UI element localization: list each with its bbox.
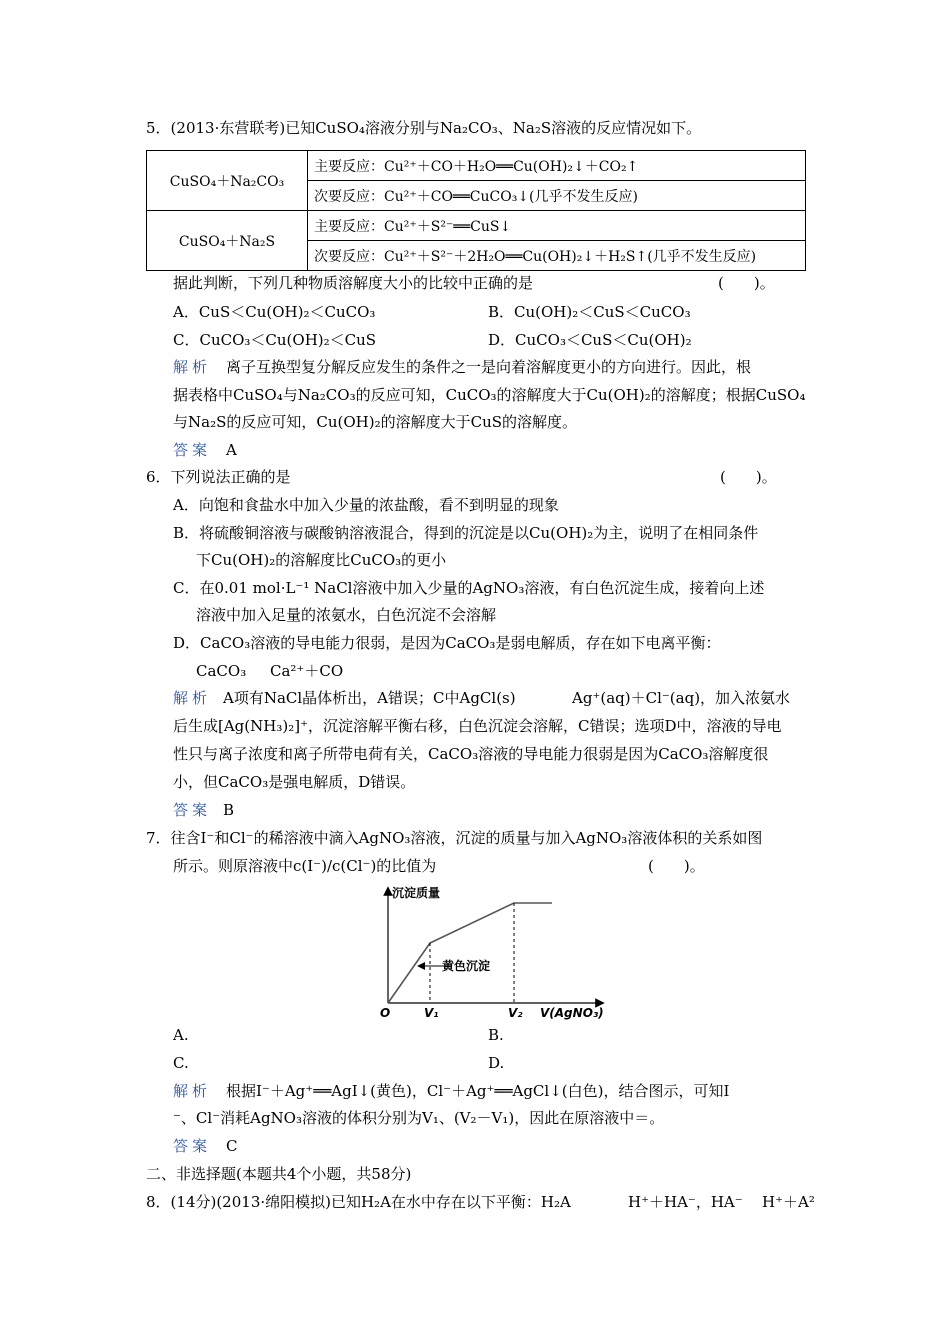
q6-option-d-formula-left: CaCO₃: [196, 662, 247, 680]
q6-answer: B: [223, 801, 235, 819]
q7-answer: C: [226, 1137, 238, 1155]
v2-label: V₂: [508, 1006, 523, 1020]
q7-option-d: D.: [488, 1054, 505, 1072]
table-minor-1: 次要反应：Cu²⁺＋CO══CuCO₃↓(几乎不发生反应): [308, 181, 806, 211]
q7-option-b: B.: [488, 1026, 504, 1044]
q5-option-a: A．CuS＜Cu(OH)₂＜CuCO₃: [173, 303, 376, 321]
q6-option-d-formula-right: Ca²⁺＋CO: [270, 662, 344, 680]
q7-analysis-line-2: ⁻、Cl⁻消耗AgNO₃溶液的体积分别为V₁、(V₂－V₁)，因此在原溶液中＝。: [173, 1109, 665, 1127]
q7-stem-line-1: 7．往含I⁻和Cl⁻的稀溶液中滴入AgNO₃溶液，沉淀的质量与加入AgNO₃溶液体积的关系如图: [146, 829, 763, 847]
q6-blank: ( )。: [720, 468, 777, 486]
q6-option-c-line-1: C．在0.01 mol·L⁻¹ NaCl溶液中加入少量的AgNO₃溶液，有白色沉淀生成，接着向上述: [173, 579, 765, 597]
q5-option-d: D．CuCO₃＜CuS＜Cu(OH)₂: [488, 331, 692, 349]
q5-option-c: C．CuCO₃＜Cu(OH)₂＜CuS: [173, 331, 377, 349]
reaction-table: [146, 150, 806, 271]
q6-analysis-line-1b: Ag⁺(aq)＋Cl⁻(aq)，加入浓氨水: [572, 689, 791, 707]
q7-blank: ( )。: [648, 857, 705, 875]
q5-option-b: B．Cu(OH)₂＜CuS＜CuCO₃: [488, 303, 691, 321]
v1-label: V₁: [424, 1006, 439, 1020]
table-pair-1: CuSO₄＋Na₂CO₃: [147, 151, 308, 211]
origin-label: O: [380, 1006, 391, 1020]
precipitate-chart: [372, 885, 612, 1020]
q6-option-c-line-2: 溶液中加入足量的浓氨水，白色沉淀不会溶解: [196, 606, 497, 624]
q6-analysis-line-1a: A项有NaCl晶体析出，A错误；C中AgCl(s): [223, 689, 516, 707]
q5-answer-label: 答案: [173, 441, 212, 459]
q5-stem: 5．(2013·东营联考)已知CuSO₄溶液分别与Na₂CO₃、Na₂S溶液的反应情况如下。: [146, 119, 702, 137]
q6-analysis-line-3: 性只与离子浓度和离子所带电荷有关，CaCO₃溶液的导电能力很弱是因为CaCO₃溶解度很: [173, 745, 769, 763]
x-axis-label: V(AgNO₃): [540, 1006, 604, 1020]
q5-analysis-label: 解析: [173, 358, 212, 376]
annotation-label: 黄色沉淀: [442, 959, 491, 973]
table-main-1: 主要反应：Cu²⁺＋CO＋H₂O══Cu(OH)₂↓＋CO₂↑: [308, 151, 806, 181]
q5-analysis-line-2: 据表格中CuSO₄与Na₂CO₃的反应可知，CuCO₃的溶解度大于Cu(OH)₂的溶解度；根据CuSO₄: [173, 386, 806, 404]
table-minor-2: 次要反应：Cu²⁺＋S²⁻＋2H₂O══Cu(OH)₂↓＋H₂S↑(几乎不发生反应): [308, 241, 806, 271]
y-axis-label: 沉淀质量: [392, 886, 441, 900]
q7-analysis-line-1: 根据I⁻＋Ag⁺══AgI↓(黄色)，Cl⁻＋Ag⁺══AgCl↓(白色)，结合图示，可知I: [226, 1082, 730, 1100]
section-2-heading: 二、非选择题(本题共4个小题，共58分): [146, 1165, 412, 1183]
q6-option-b-line-2: 下Cu(OH)₂的溶解度比CuCO₃的更小: [196, 551, 447, 569]
q5-analysis-line-1: 离子互换型复分解反应发生的条件之一是向着溶解度更小的方向进行。因此，根: [226, 358, 752, 376]
q6-option-a: A．向饱和食盐水中加入少量的浓盐酸，看不到明显的现象: [173, 496, 559, 514]
q8-stem-c: H⁺＋A²: [762, 1193, 815, 1211]
q6-option-d-line-1: D．CaCO₃溶液的导电能力很弱，是因为CaCO₃是弱电解质，存在如下电离平衡：: [173, 634, 721, 652]
q7-answer-label: 答案: [173, 1137, 212, 1155]
q6-analysis-line-2: 后生成[Ag(NH₃)₂]⁺，沉淀溶解平衡右移，白色沉淀会溶解，C错误；选项D中，溶液的导电: [173, 717, 782, 735]
q6-option-b-line-1: B．将硫酸铜溶液与碳酸钠溶液混合，得到的沉淀是以Cu(OH)₂为主，说明了在相同条件: [173, 524, 759, 542]
q7-option-a: A.: [173, 1026, 189, 1044]
q7-option-c: C.: [173, 1054, 189, 1072]
q5-analysis-line-3: 与Na₂S的反应可知，Cu(OH)₂的溶解度大于CuS的溶解度。: [173, 413, 578, 431]
q7-analysis-label: 解析: [173, 1082, 212, 1100]
q5-question: 据此判断，下列几种物质溶解度大小的比较中正确的是: [173, 274, 534, 292]
table-main-2: 主要反应：Cu²⁺＋S²⁻══CuS↓: [308, 211, 806, 241]
q7-stem-line-2: 所示。则原溶液中c(I⁻)/c(Cl⁻)的比值为: [173, 857, 437, 875]
q6-analysis-label: 解析: [173, 689, 212, 707]
table-pair-2: CuSO₄＋Na₂S: [147, 211, 308, 271]
q5-answer: A: [226, 441, 237, 459]
q6-analysis-line-4: 小，但CaCO₃是强电解质，D错误。: [173, 773, 416, 791]
precipitate-curve: [388, 903, 552, 1003]
q6-stem: 6．下列说法正确的是: [146, 468, 291, 486]
q8-stem-a: 8．(14分)(2013·绵阳模拟)已知H₂A在水中存在以下平衡：H₂A: [146, 1193, 571, 1211]
q5-blank: ( )。: [718, 274, 775, 292]
q6-answer-label: 答案: [173, 801, 212, 819]
q8-stem-b: H⁺＋HA⁻，HA⁻: [628, 1193, 743, 1211]
